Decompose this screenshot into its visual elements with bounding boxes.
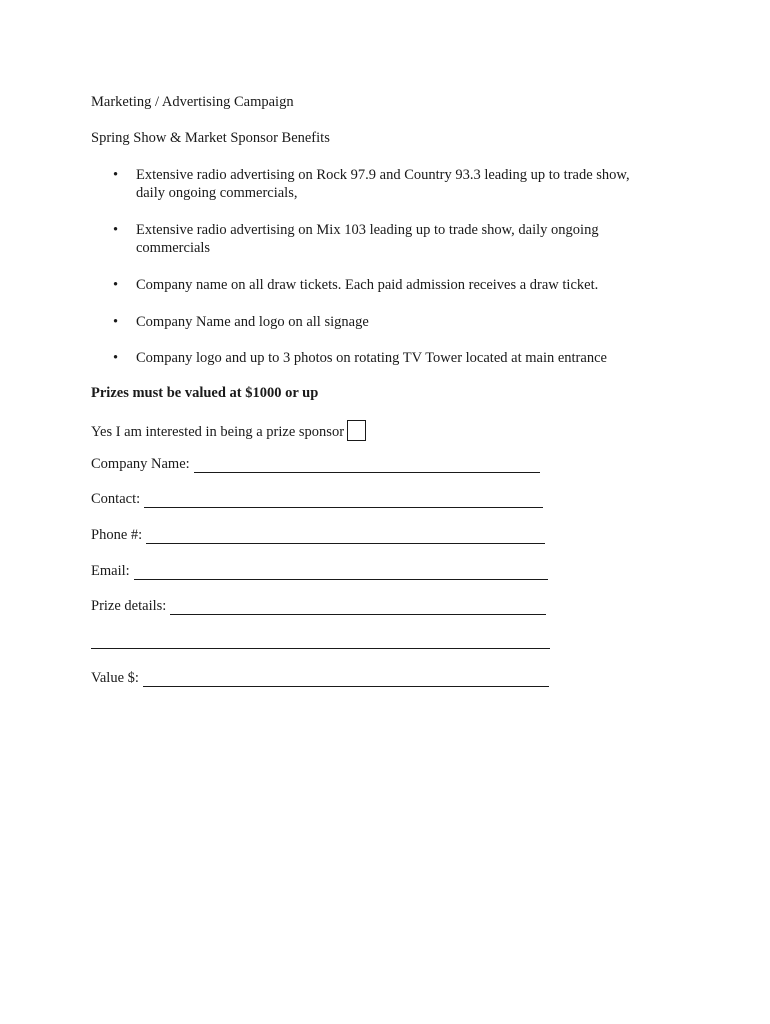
bullet-icon: • — [113, 277, 119, 293]
contact-field-row — [91, 491, 543, 508]
benefit-text-line: Company logo and up to 3 photos on rotating TV Tower located at main entrance — [136, 350, 607, 366]
prize-details-continuation-field[interactable] — [91, 634, 550, 649]
document-subheading: Spring Show & Market Sponsor Benefits — [91, 130, 330, 146]
prize-details-label: Prize details: — [91, 598, 167, 614]
benefit-text-line: Extensive radio advertising on Rock 97.9 and Country 93.3 leading up to trade show, — [136, 167, 630, 183]
benefit-text-line: Company name on all draw tickets. Each paid admission receives a draw ticket. — [136, 277, 599, 293]
bullet-icon: • — [113, 167, 119, 183]
benefit-item — [0, 349, 666, 367]
email-field-row — [91, 563, 548, 580]
benefit-text-line: Company Name and logo on all signage — [136, 314, 369, 330]
benefit-item — [0, 166, 666, 202]
phone-field[interactable] — [146, 529, 545, 544]
company-name-field[interactable] — [194, 458, 540, 473]
benefit-text-line: Extensive radio advertising on Mix 103 leading up to trade show, daily ongoing — [136, 222, 599, 238]
company-name-label: Company Name: — [91, 456, 190, 472]
value-field-row — [91, 670, 549, 687]
document-heading: Marketing / Advertising Campaign — [91, 94, 294, 110]
prize-details-continuation-row — [91, 634, 550, 649]
bullet-icon: • — [113, 350, 119, 366]
benefit-item — [0, 313, 666, 331]
prizes-requirement-note: Prizes must be valued at $1000 or up — [91, 385, 319, 401]
email-field[interactable] — [134, 565, 548, 580]
bullet-icon: • — [113, 222, 119, 238]
phone-label: Phone #: — [91, 527, 143, 543]
prize-sponsor-interest-row — [91, 420, 366, 441]
benefit-item — [0, 276, 666, 294]
phone-field-row — [91, 527, 545, 544]
benefit-text-line: daily ongoing commercials, — [136, 185, 298, 201]
company-name-field-row — [91, 456, 540, 473]
prize-details-field-row — [91, 598, 546, 615]
benefit-text-line: commercials — [136, 240, 211, 256]
value-label: Value $: — [91, 670, 139, 686]
prize-sponsor-interest-label: Yes I am interested in being a prize sponsor — [91, 424, 345, 440]
prize-sponsor-checkbox[interactable] — [347, 420, 366, 441]
bullet-icon: • — [113, 314, 119, 330]
contact-field[interactable] — [144, 493, 543, 508]
contact-label: Contact: — [91, 491, 141, 507]
value-field[interactable] — [143, 672, 549, 687]
benefit-item — [0, 221, 666, 257]
prize-details-field[interactable] — [170, 600, 546, 615]
email-label: Email: — [91, 563, 130, 579]
